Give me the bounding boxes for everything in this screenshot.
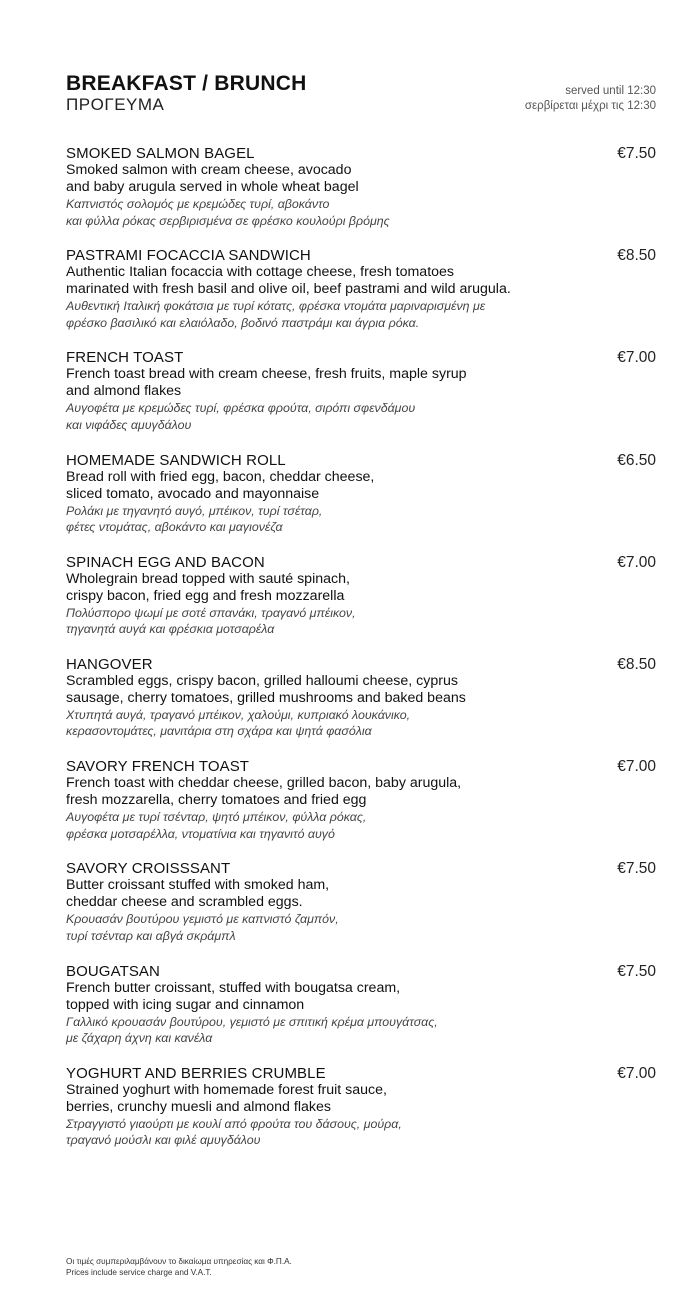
- menu-item-description-greek: Αυθεντική Ιταλική φοκάτσια με τυρί κότατς, φρέσκα ντομάτα μαριναρισμένη με φρέσκο βασιλικό και ελαιόλαδο, βοδινό παστράμι και άγρια ρόκα.: [66, 299, 486, 330]
- menu-item-description-greek: Ρολάκι με τηγανητό αυγό, μπέικον, τυρί τσέταρ, φέτες ντομάτας, αβοκάντο και μαγιονέζα: [66, 503, 323, 535]
- menu-item-description-greek: Στραγγιστό γιαούρτι με κουλί από φρούτα του δάσους, μούρα, τραγανό μούσλι και φιλέ αμυγδάλου: [66, 1116, 402, 1148]
- menu-item: [66, 247, 656, 349]
- menu-header: [66, 72, 656, 114]
- menu-item-price: €7.00: [617, 758, 656, 776]
- menu-item-description: Scrambled eggs, crispy bacon, grilled halloumi cheese, cyprus sausage, cherry tomatoes, grilled mushrooms and baked beans: [66, 672, 466, 706]
- price-disclaimer-en: Prices include service charge and V.A.T.: [66, 1267, 212, 1277]
- menu-item-description: Bread roll with fried egg, bacon, cheddar cheese, sliced tomato, avocado and mayonnaise: [66, 468, 375, 502]
- menu-item: [66, 145, 656, 247]
- menu-item-description: Strained yoghurt with homemade forest fruit sauce, berries, crunchy muesli and almond flakes: [66, 1081, 387, 1115]
- menu-item-name: HANGOVER: [66, 655, 153, 673]
- menu-item-description: Authentic Italian focaccia with cottage cheese, fresh tomatoes marinated with fresh basil and olive oil, beef pastrami and wild arugula.: [66, 264, 511, 298]
- menu-item-price: €7.50: [617, 962, 656, 980]
- menu-item-description: French butter croissant, stuffed with bougatsa cream, topped with icing sugar and cinnamon: [66, 979, 401, 1013]
- menu-item-description: French toast with cheddar cheese, grilled bacon, baby arugula, fresh mozzarella, cherry tomatoes and fried egg: [66, 775, 462, 809]
- menu-item-name: HOMEMADE SANDWICH ROLL: [66, 451, 286, 469]
- menu-title: BREAKFAST / BRUNCH: [66, 72, 307, 95]
- menu-item-description-greek: Γαλλικό κρουασάν βουτύρου, γεμιστό με σπιτική κρέμα μπουγάτσας, με ζάχαρη άχνη και κανέλα: [66, 1014, 438, 1045]
- menu-item-name: PASTRAMI FOCACCIA SANDWICH: [66, 247, 311, 265]
- menu-item-description: Butter croissant stuffed with smoked ham, cheddar cheese and scrambled eggs.: [66, 877, 330, 911]
- menu-item-description: Smoked salmon with cream cheese, avocado and baby arugula served in whole wheat bagel: [66, 162, 359, 195]
- menu-item: [66, 452, 656, 554]
- menu-item-description-greek: Πολύσπορο ψωμί με σοτέ σπανάκι, τραγανό μπέικον, τηγανητά αυγά και φρέσκια μοτσαρέλα: [66, 605, 356, 637]
- menu-item-description: French toast bread with cream cheese, fresh fruits, maple syrup and almond flakes: [66, 366, 467, 400]
- price-disclaimer: [66, 1257, 292, 1278]
- menu-item-price: €7.00: [617, 1064, 656, 1082]
- menu-item: [66, 656, 656, 758]
- menu-item-price: €8.50: [617, 247, 656, 265]
- menu-item-price: €8.50: [617, 655, 656, 673]
- menu-item-name: YOGHURT AND BERRIES CRUMBLE: [66, 1064, 326, 1082]
- menu-item-name: SAVORY FRENCH TOAST: [66, 758, 250, 776]
- serving-hours-en: served until 12:30: [565, 85, 656, 97]
- menu-item-description-greek: Καπνιστός σολομός με κρεμώδες τυρί, αβοκάντο και φύλλα ρόκας σερβιρισμένα σε φρέσκο κουλούρι βρόμης: [66, 197, 390, 228]
- menu-item-name: FRENCH TOAST: [66, 349, 184, 367]
- menu-item: [66, 349, 656, 451]
- menu-items-list: [66, 145, 656, 1167]
- menu-item-description-greek: Αυγοφέτα με κρεμώδες τυρί, φρέσκα φρούτα, σιρόπι σφενδάμου και νιφάδες αμυγδάλου: [66, 401, 416, 432]
- serving-hours: [525, 84, 656, 114]
- menu-title-greek: ΠΡΟΓΕΥΜΑ: [66, 95, 165, 114]
- menu-item-description-greek: Αυγοφέτα με τυρί τσένταρ, ψητό μπέικον, φύλλα ρόκας, φρέσκα μοτσαρέλλα, ντοματίνια και τηγανιτό αυγό: [66, 810, 367, 841]
- menu-item-description-greek: Κρουασάν βουτύρου γεμιστό με καπνιστό ζαμπόν, τυρί τσένταρ και αβγά σκράμπλ: [66, 912, 339, 943]
- menu-item-price: €7.50: [617, 145, 656, 162]
- menu-item-name: BOUGATSAN: [66, 962, 160, 980]
- menu-item-name: SAVORY CROISSSANT: [66, 860, 231, 878]
- menu-item-description: Wholegrain bread topped with sauté spinach, crispy bacon, fried egg and fresh mozzarella: [66, 570, 350, 604]
- menu-item: [66, 554, 656, 656]
- serving-hours-gr: σερβίρεται μέχρι τις 12:30: [524, 100, 656, 112]
- price-disclaimer-gr: Οι τιμές συμπεριλαμβάνουν το δικαίωμα υπηρεσίας και Φ.Π.Α.: [66, 1257, 292, 1266]
- menu-item-price: €6.50: [617, 451, 656, 469]
- menu-item-price: €7.50: [617, 860, 656, 878]
- menu-item-name: SMOKED SALMON BAGEL: [66, 145, 255, 162]
- menu-item: [66, 860, 656, 962]
- menu-item-name: SPINACH EGG AND BACON: [66, 553, 265, 571]
- menu-item-price: €7.00: [617, 349, 656, 367]
- menu-item-description-greek: Χτυπητά αυγά, τραγανό μπέικον, χαλούμι, κυπριακό λουκάνικο, κερασοντομάτες, μανιτάρια στη σχάρα και ψητά φασόλια: [66, 707, 411, 739]
- menu-item: [66, 758, 656, 860]
- menu-item: [66, 1065, 656, 1167]
- menu-item-price: €7.00: [617, 553, 656, 571]
- menu-item: [66, 963, 656, 1065]
